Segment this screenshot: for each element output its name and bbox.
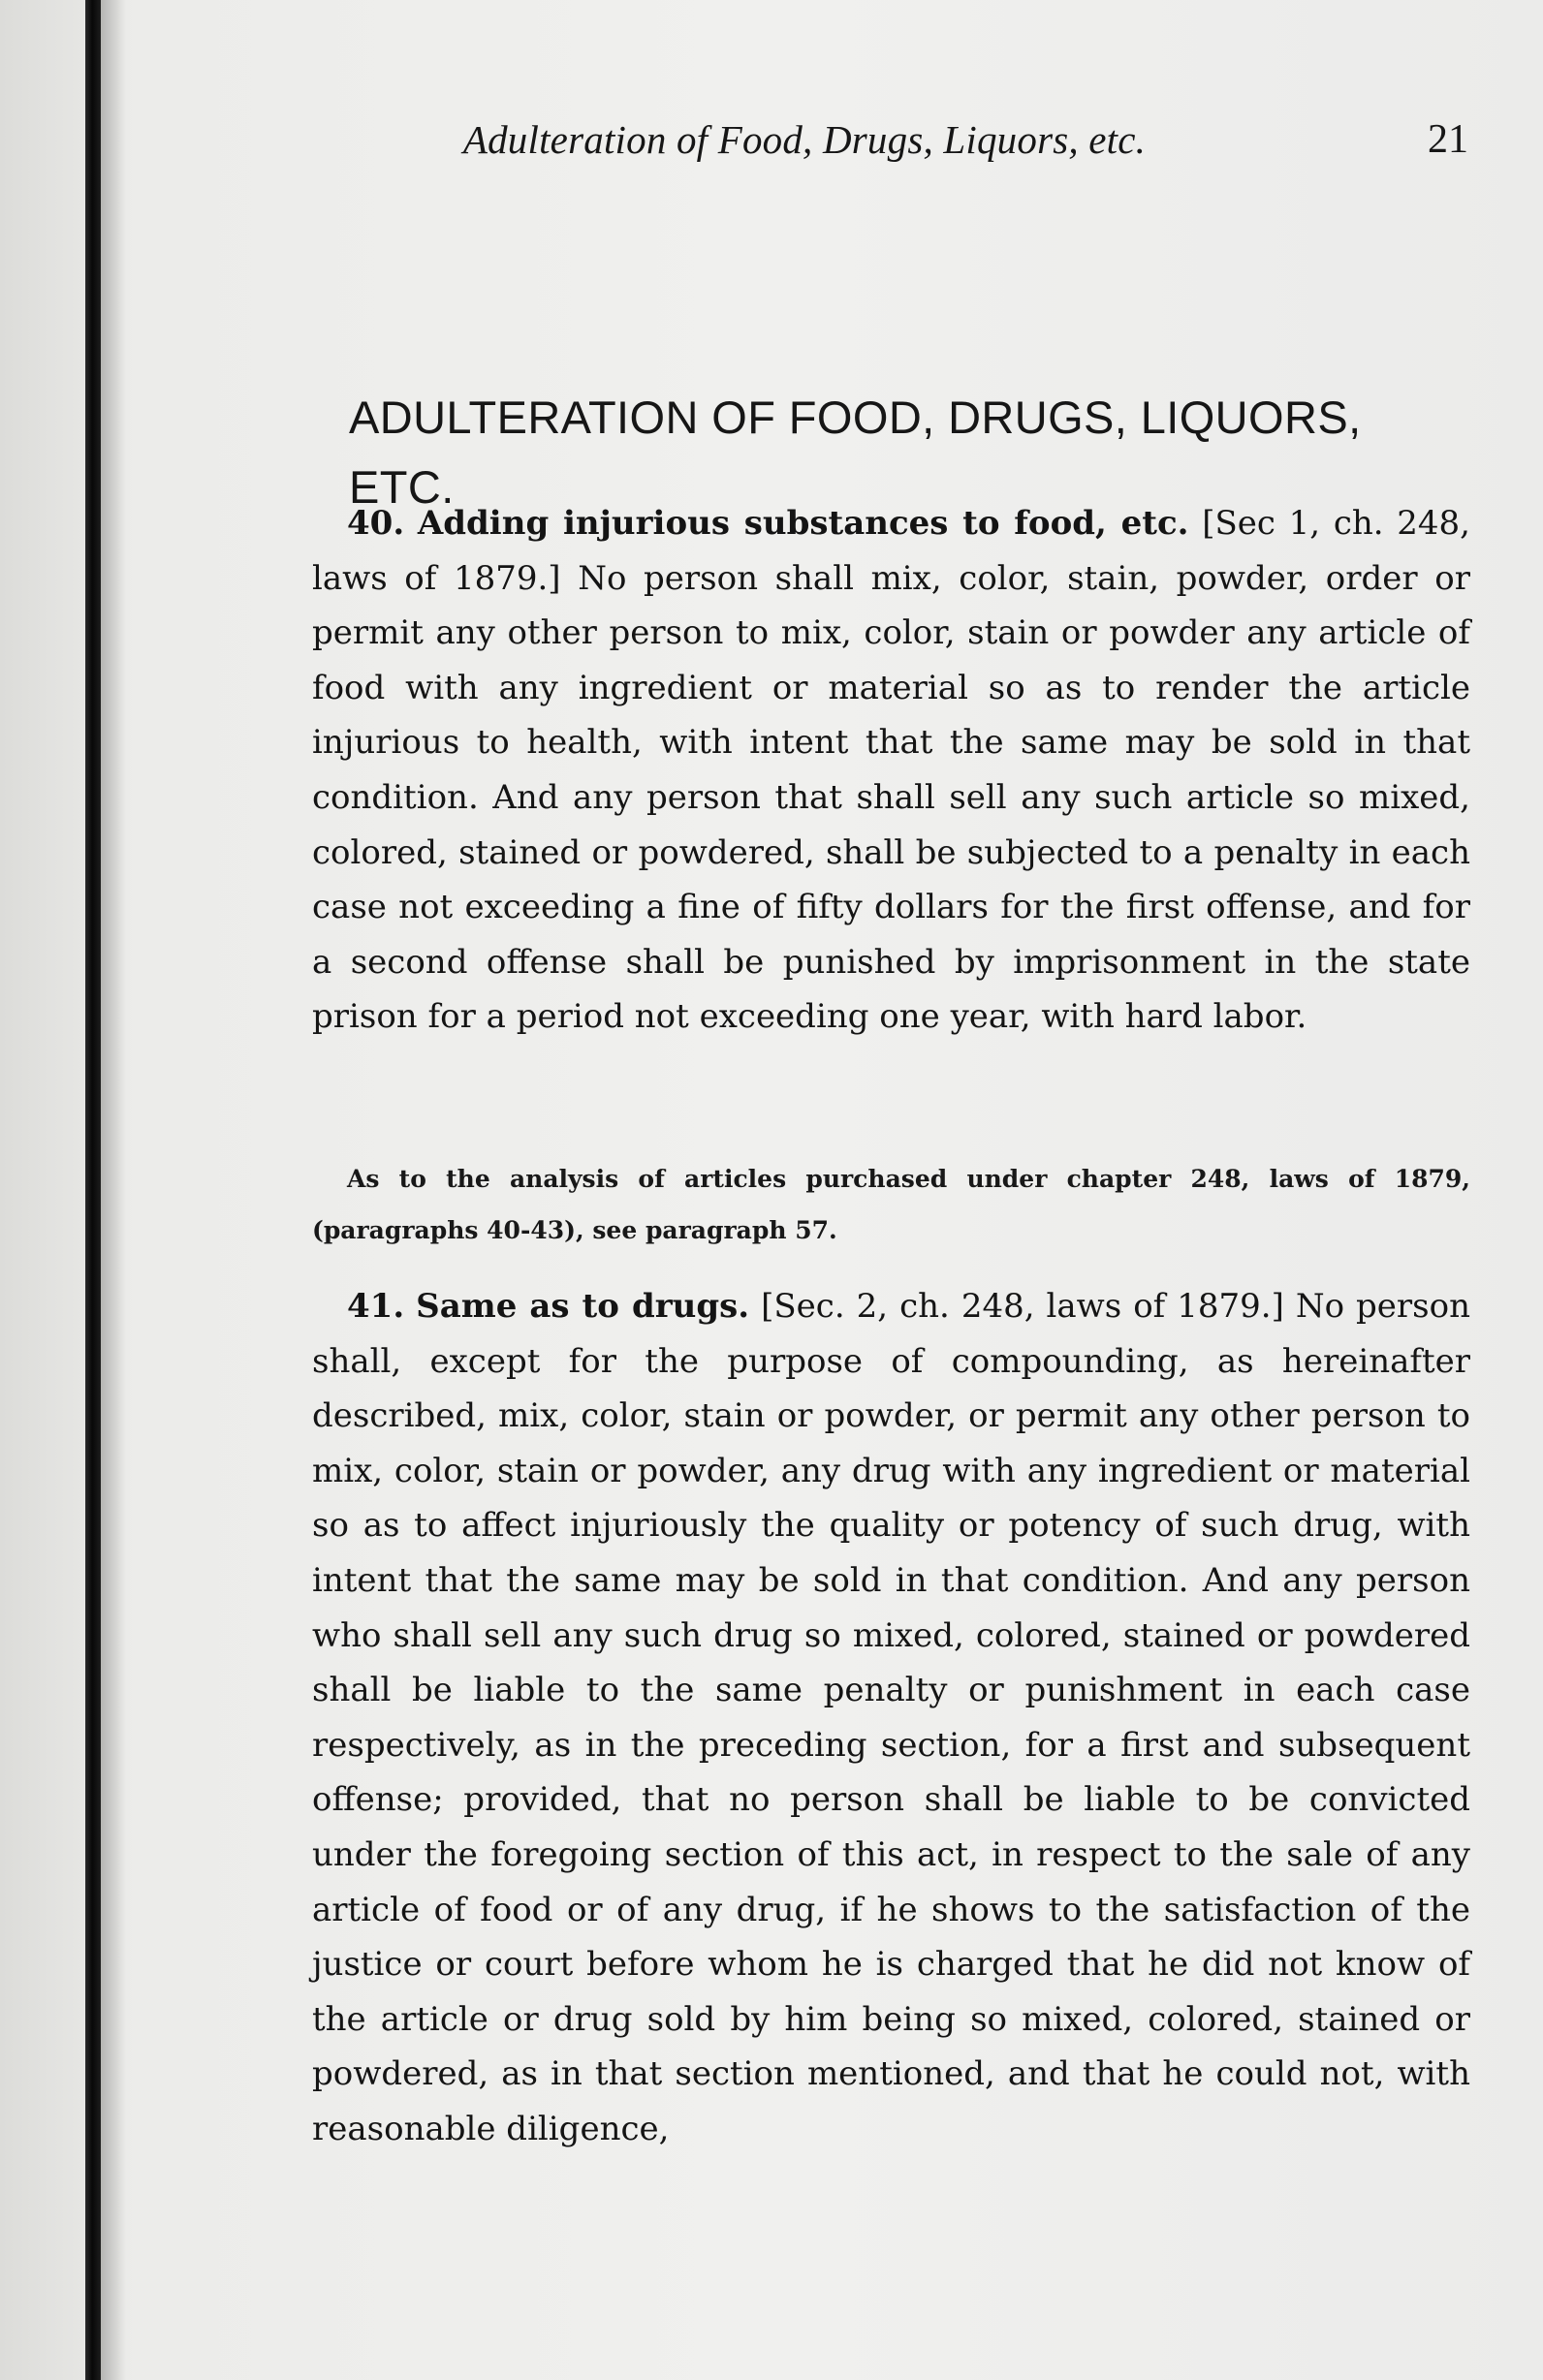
section-paragraph [312, 496, 1470, 1045]
spine-shadow [101, 0, 126, 2380]
section-number: 41. [347, 1287, 405, 1326]
book-spine-edge [85, 0, 101, 2380]
page-number: 21 [1428, 117, 1468, 162]
section-41 [312, 1279, 1470, 2157]
section-40 [312, 496, 1470, 1045]
section-paragraph [312, 1279, 1470, 2157]
editorial-note [312, 1153, 1470, 1256]
section-number: 40. [347, 504, 405, 543]
section-heading: Adding injurious substances to food, etc. [417, 504, 1189, 543]
section-body: [Sec 1, ch. 248, laws of 1879.] No person shall mix, color, stain, powder, order or permit any other person to mix, color, stain or powder any article of food with any ingredient or material so as to render the article injurious to health, with intent that the same may be sold in that condition. And any person that shall sell any such article so mixed, colored, stained or powdered, shall be subjected to a penalty in each case not exceeding a fine of fifty dollars for the first offense, and for a second offense shall be punished by imprisonment in the state prison for a period not exceeding one year, with hard labor. [312, 504, 1470, 1037]
chapter-title: ADULTERATION OF FOOD, DRUGS, LIQUORS, ETC. [349, 391, 1362, 513]
note-text: As to the analysis of articles purchased under chapter 248, laws of 1879, (paragraphs 40-43), see paragraph 57. [312, 1165, 1470, 1244]
running-head [320, 110, 1468, 169]
section-heading: Same as to drugs. [416, 1287, 750, 1326]
running-head-title: Adulteration of Food, Drugs, Liquors, etc. [462, 117, 1147, 162]
section-body: [Sec. 2, ch. 248, laws of 1879.] No person shall, except for the purpose of compounding, as hereinafter described, mix, color, stain or powder, or permit any other person to mix, color, stain or powder, any drug with any ingredient or material so as to affect injuriously the quality or potency of such drug, with intent that the same may be sold in that condition. And any person who shall sell any such drug so mixed, colored, stained or powdered shall be liable to the same penalty or punishment in each case respectively, as in the preceding section, for a first and subsequent offense; provided, that no person shall be liable to be convicted under the foregoing section of this act, in respect to the sale of any article of food or of any drug, if he shows to the satisfaction of the justice or court before whom he is charged that he did not know of the article or drug sold by him being so mixed, colored, stained or powdered, as in that section mentioned, and that he could not, with reasonable diligence, [312, 1287, 1470, 2148]
